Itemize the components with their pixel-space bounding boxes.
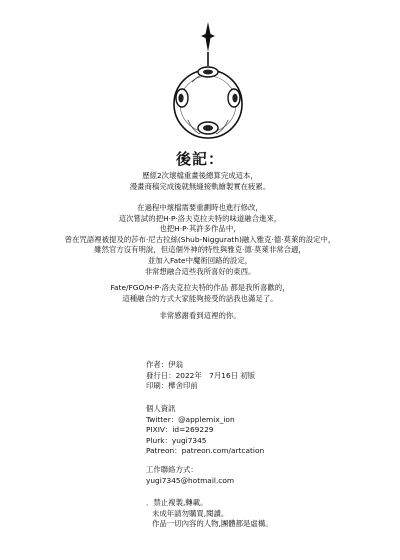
afterword-paragraph-1 [0, 171, 400, 192]
pixiv-line: PIXIV：id=269229 [146, 425, 214, 435]
afterword-paragraph-2 [0, 203, 400, 277]
text-line: 歷經2次壞檔重畫後總算完成這本， [142, 171, 258, 180]
notices [146, 498, 273, 530]
notice-line: 未成年請勿購買,閱讀。 [152, 508, 229, 518]
author-line: 作者：伊翁 [146, 360, 183, 369]
text-line: 也把H·P·其許多作品中， [159, 224, 241, 234]
email-line: yugi7345@hotmail.com [146, 475, 235, 485]
twitter-line: Twitter：@applemix_ion [146, 414, 235, 424]
notice-line: 作品一切內容的人物,團體都是虛構。 [152, 519, 273, 529]
text-line: 非常想融合這些我所喜好的東西。 [144, 266, 256, 276]
text-line: 雖然官方沒有明說，但這個外神的特性與雅克·德·莫萊非常合適， [94, 245, 306, 255]
text-line: 這種融合的方式大家能夠接受的話我也滿足了。 [122, 293, 278, 303]
plurk-line: Plurk：yugi7345 [146, 435, 207, 445]
patreon-line: Patreon：patreon.com/artcation [146, 446, 265, 456]
spiked-orb-icon [168, 20, 244, 146]
text-line: 漫畫商稿完成後就無縫接軌繪製實在疲累。 [129, 181, 271, 191]
publication-credits [146, 360, 255, 392]
afterword-paragraph-3 [0, 283, 400, 304]
text-line: 在過程中壞檔需要重劃時也進行修改， [137, 203, 263, 212]
text-line: 並加入Fate中魔術回路的設定， [147, 255, 253, 265]
contact-info [146, 465, 234, 486]
personal-info-heading: 個人資訊 [146, 404, 176, 413]
notice-line: ．禁止複製,轉載。 [146, 498, 208, 507]
afterword-paragraph-4 [0, 311, 400, 322]
page-title: 後記： [175, 150, 224, 168]
text-line: 非常感謝看到這裡的你。 [159, 311, 241, 320]
text-line: 這次嘗試的把H·P·洛夫克拉夫特的味道融合進來， [118, 213, 282, 223]
personal-info [146, 404, 264, 457]
contact-heading: 工作聯絡方式： [146, 465, 198, 474]
text-line: Fate/FGO/H·P·洛夫克拉夫特的作品 都是我所喜歡的， [110, 283, 290, 292]
release-date-line: 發行日：2022年 7月16日 初版 [146, 370, 256, 380]
printer-line: 印刷：樺舍印前 [146, 381, 198, 391]
text-line: 曾在咒語裡被提及的莎布·尼古拉絲(Shub-Niggurath)融入雅克·德·莫萊的設定中， [64, 234, 336, 244]
